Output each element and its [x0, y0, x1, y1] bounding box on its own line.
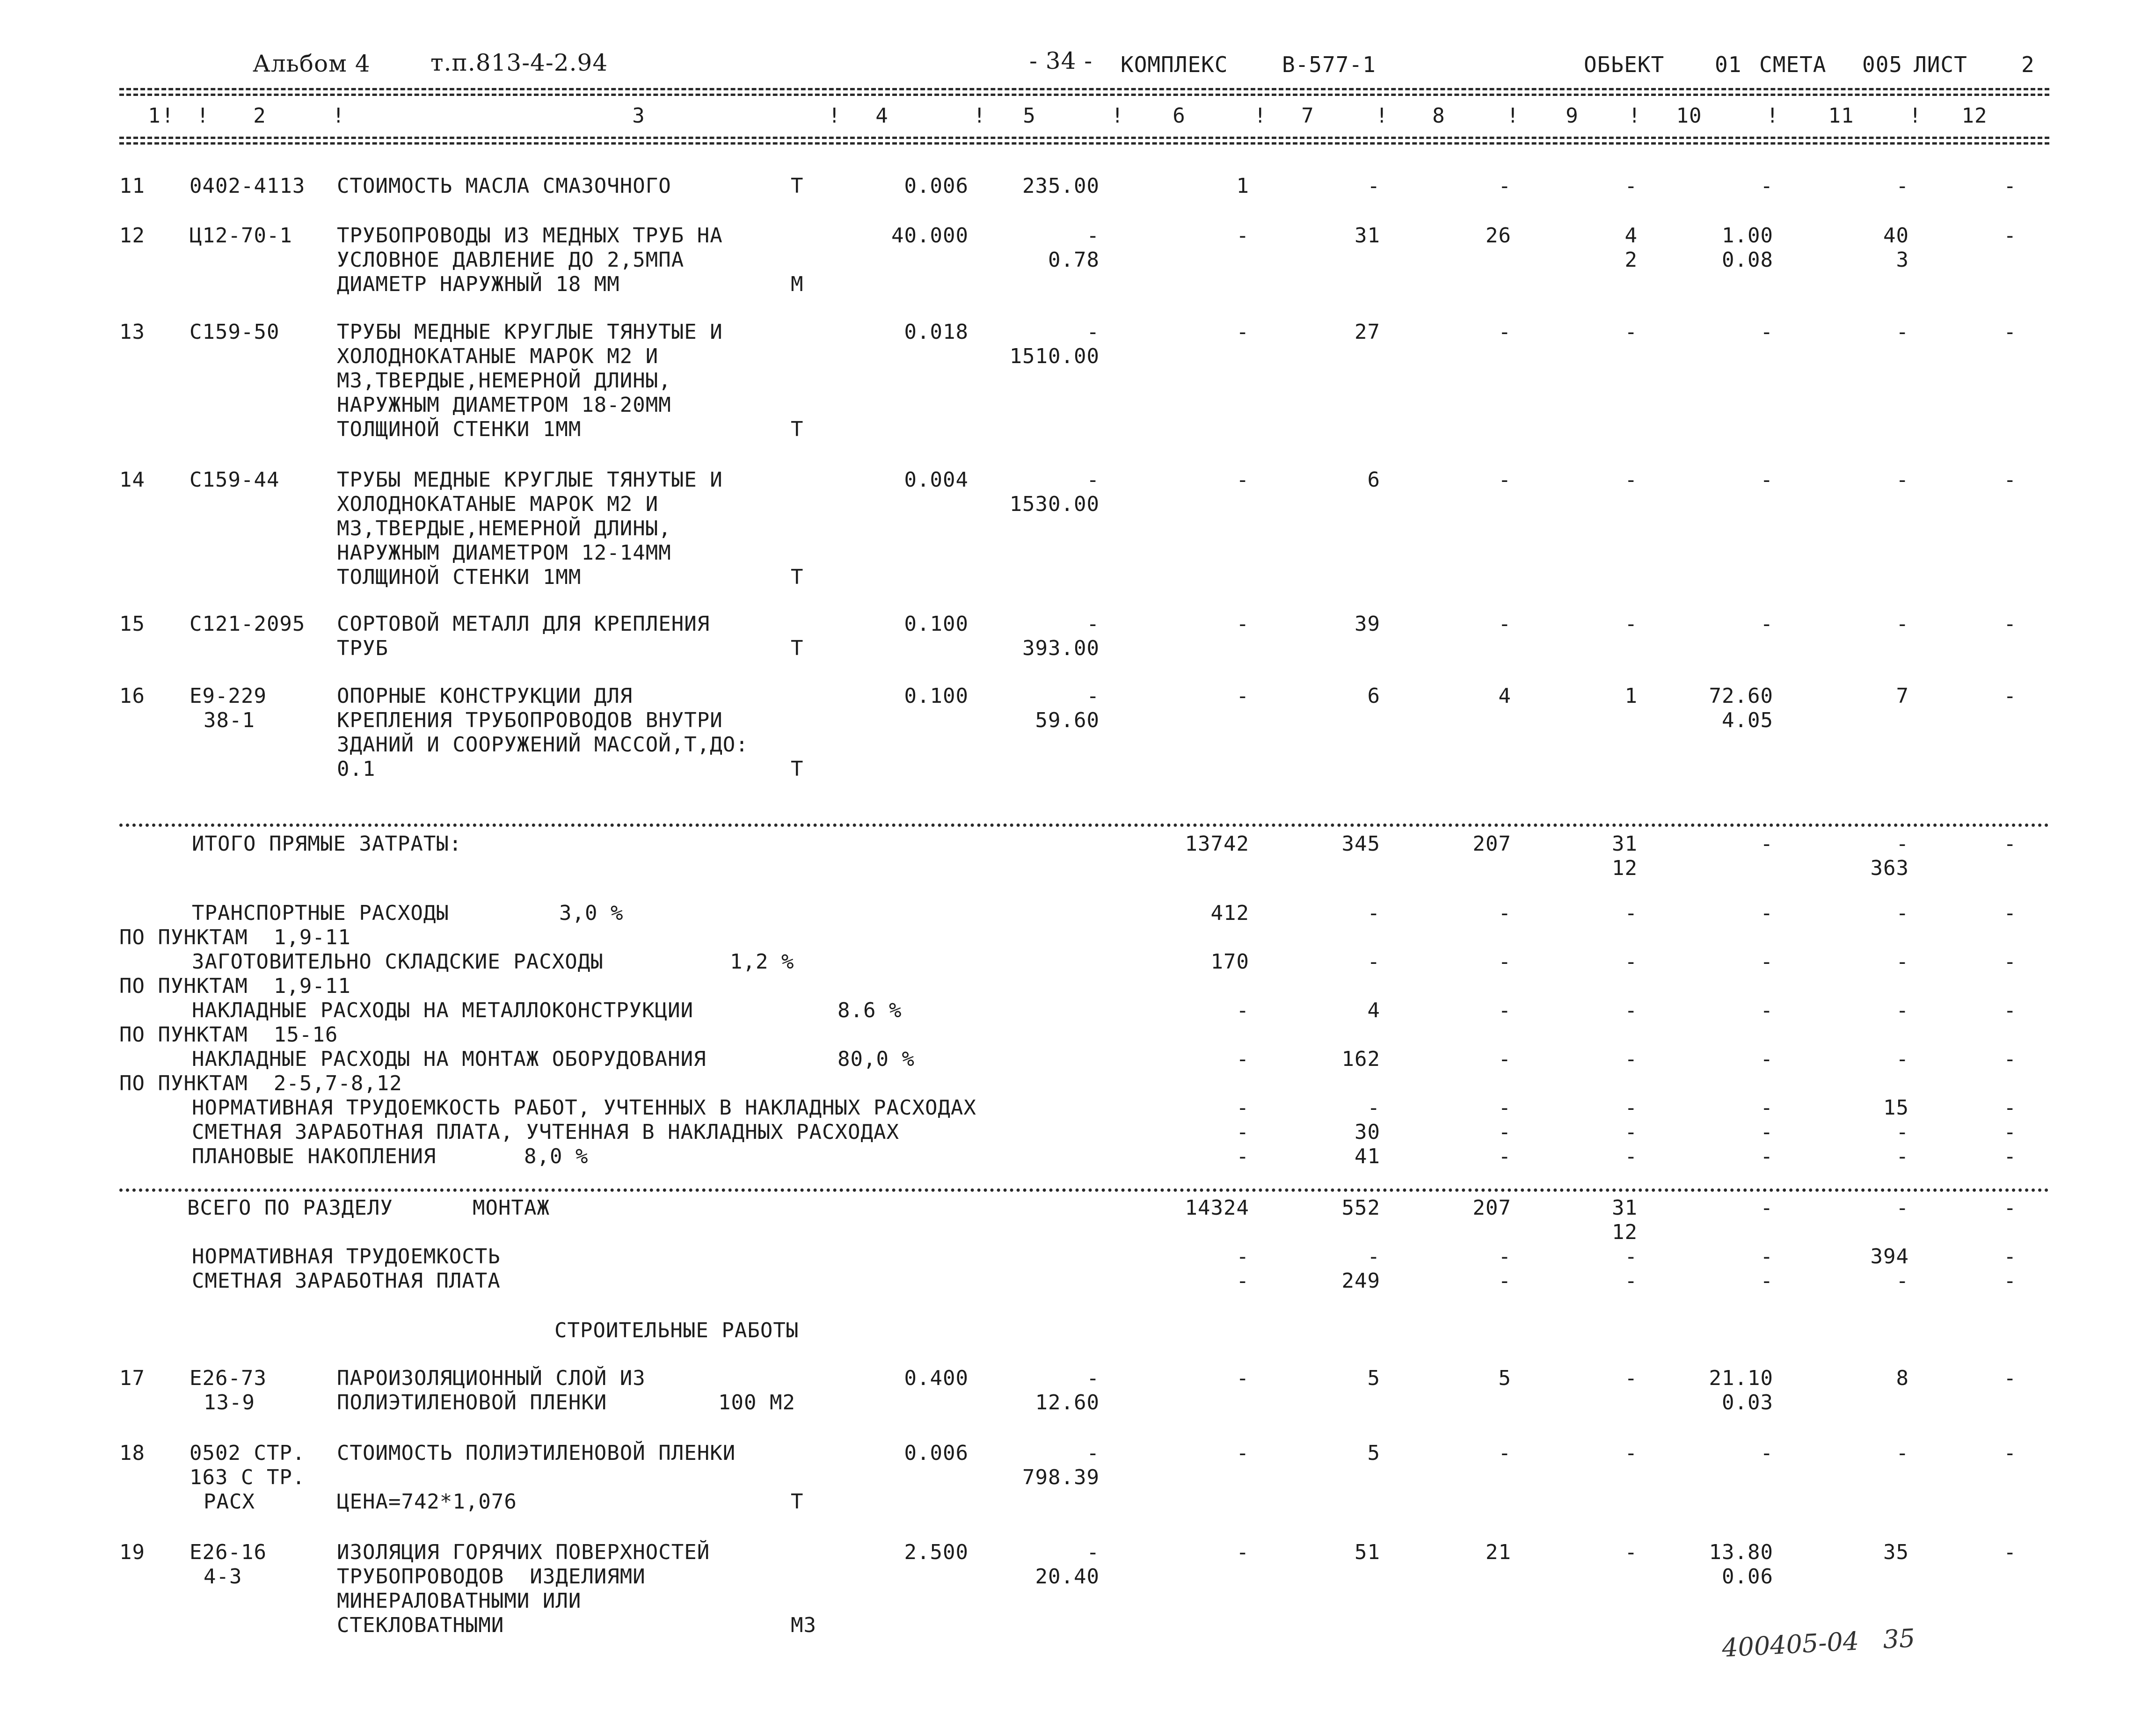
item-description: УСЛОВНОЕ ДАВЛЕНИЕ ДО 2,5МПА: [337, 248, 685, 272]
column-separator: !: [1628, 104, 1641, 128]
section-note-c6: -: [1236, 1269, 1249, 1293]
item-c11: -: [1896, 320, 1909, 344]
item-code: С121-2095: [189, 612, 306, 636]
overhead-percent: 1,2 %: [730, 950, 794, 974]
item-description: СТЕКЛОВАТНЫМИ: [337, 1613, 504, 1637]
direct-costs-c11-dash: -: [1896, 832, 1909, 856]
overhead-c9: -: [1624, 1144, 1638, 1168]
album-label: Альбом 4: [253, 50, 371, 77]
item-c10: 1.00: [1722, 224, 1773, 248]
item-quantity: 0.100: [904, 612, 969, 636]
overhead-c10: -: [1760, 1047, 1773, 1071]
item-total-cost: -: [1236, 468, 1249, 492]
complex-label: КОМПЛЕКС: [1121, 52, 1228, 77]
item-c8: -: [1498, 320, 1511, 344]
item-code: Е26-16: [189, 1540, 267, 1564]
item-description: ЦЕНА=742*1,076: [337, 1490, 517, 1514]
item-description: 0.1: [337, 757, 376, 781]
overhead-c12: -: [2003, 1096, 2017, 1120]
item-quantity: 0.006: [904, 1441, 969, 1465]
item-c12: -: [2003, 224, 2017, 248]
overhead-items-ref: ПО ПУНКТАМ 1,9-11: [119, 926, 351, 949]
item-unit: М: [791, 272, 804, 296]
column-number-8: 8: [1432, 104, 1445, 128]
section-note-label: СМЕТНАЯ ЗАРАБОТНАЯ ПЛАТА: [192, 1269, 501, 1293]
item-number: 14: [119, 468, 145, 492]
handwritten-sheet-mark: 400405-04 35: [1721, 1623, 1916, 1663]
header-rule-bottom-2: [119, 142, 2049, 145]
item-number: 17: [119, 1366, 145, 1390]
overhead-c10: -: [1760, 1120, 1773, 1144]
sheet-number: 2: [2021, 52, 2035, 77]
item-c10: -: [1760, 320, 1773, 344]
overhead-items-ref: ПО ПУНКТАМ 1,9-11: [119, 974, 351, 998]
item-c12: -: [2003, 174, 2017, 198]
overhead-c8: -: [1498, 1144, 1511, 1168]
overhead-c9: -: [1624, 901, 1638, 925]
item-description: НАРУЖНЫМ ДИАМЕТРОМ 12-14ММ: [337, 541, 671, 565]
section-note-c9: -: [1624, 1245, 1638, 1268]
item-c11: 35: [1883, 1540, 1909, 1564]
item-c8: -: [1498, 1441, 1511, 1465]
section-total-c9a: 31: [1612, 1196, 1638, 1220]
overhead-label: ПЛАНОВЫЕ НАКОПЛЕНИЯ: [192, 1144, 437, 1168]
overhead-c7: 41: [1355, 1144, 1380, 1168]
item-code: 163 С ТР.: [189, 1465, 306, 1489]
item-unit: М3: [791, 1613, 816, 1637]
item-quantity: 0.006: [904, 174, 969, 198]
overhead-c8: -: [1498, 1047, 1511, 1071]
column-separator: !: [161, 104, 175, 128]
section-note-c7: 249: [1341, 1269, 1380, 1293]
overhead-c10: -: [1760, 950, 1773, 974]
item-number: 11: [119, 174, 145, 198]
item-description: ХОЛОДНОКАТАНЫЕ МАРОК М2 И: [337, 344, 659, 368]
overhead-percent: 80,0 %: [838, 1047, 915, 1071]
estimate-label: СМЕТА: [1759, 52, 1827, 77]
page-number: - 34 -: [1029, 47, 1093, 74]
item-description: ДИАМЕТР НАРУЖНЫЙ 18 ММ: [337, 272, 620, 296]
item-description: М3,ТВЕРДЫЕ,НЕМЕРНОЙ ДЛИНЫ,: [337, 369, 671, 393]
overhead-c11: -: [1896, 1144, 1909, 1168]
overhead-c6: -: [1236, 999, 1249, 1022]
item-code: РАСХ: [204, 1490, 255, 1514]
item-code: 38-1: [204, 708, 255, 732]
item-code: Е9-229: [189, 684, 267, 708]
overhead-c12: -: [2003, 950, 2017, 974]
item-c11: -: [1896, 174, 1909, 198]
overhead-c10: -: [1760, 999, 1773, 1022]
overhead-c8: -: [1498, 1096, 1511, 1120]
item-unit-price: 59.60: [1035, 708, 1100, 732]
column-number-10: 10: [1676, 104, 1702, 128]
section-note-c10: -: [1760, 1269, 1773, 1293]
column-separator: !: [1254, 104, 1267, 128]
item-unit-price: 1510.00: [1009, 344, 1100, 368]
item-c10: 0.08: [1722, 248, 1773, 272]
item-number: 16: [119, 684, 145, 708]
section-total-c11: -: [1896, 1196, 1909, 1220]
item-c10: 0.03: [1722, 1391, 1773, 1414]
overhead-c8: -: [1498, 1120, 1511, 1144]
item-c9: 2: [1624, 248, 1638, 272]
section-total-c10: -: [1760, 1196, 1773, 1220]
item-quantity: 40.000: [891, 224, 969, 248]
dotted-separator-2: [119, 1188, 2049, 1192]
section-total-c8: 207: [1472, 1196, 1511, 1220]
direct-costs-c8: 207: [1472, 832, 1511, 856]
object-label: ОБЬЕКТ: [1584, 52, 1665, 77]
item-c7: 5: [1367, 1366, 1380, 1390]
section-note-c11: 394: [1870, 1245, 1909, 1268]
item-description: ХОЛОДНОКАТАНЫЕ МАРОК М2 И: [337, 492, 659, 516]
overhead-percent: 8.6 %: [838, 999, 902, 1022]
item-c7: 51: [1355, 1540, 1380, 1564]
section-total-label: ВСЕГО ПО РАЗДЕЛУ: [187, 1196, 393, 1220]
section-total-name: МОНТАЖ: [473, 1196, 550, 1220]
overhead-c11: -: [1896, 1120, 1909, 1144]
item-c11: -: [1896, 612, 1909, 636]
column-number-12: 12: [1961, 104, 1988, 128]
overhead-c6: -: [1236, 1120, 1249, 1144]
item-c7: 5: [1367, 1441, 1380, 1465]
item-quantity: 2.500: [904, 1540, 969, 1564]
column-number-7: 7: [1301, 104, 1314, 128]
item-c7: 6: [1367, 684, 1380, 708]
item-code: 4-3: [204, 1565, 242, 1589]
item-total-cost: -: [1236, 224, 1249, 248]
direct-costs-c7: 345: [1341, 832, 1380, 856]
item-c12: -: [2003, 320, 2017, 344]
overhead-c12: -: [2003, 999, 2017, 1022]
overhead-c7: 162: [1341, 1047, 1380, 1071]
overhead-c11: -: [1896, 950, 1909, 974]
item-unit-price: 1530.00: [1009, 492, 1100, 516]
overhead-label: НАКЛАДНЫЕ РАСХОДЫ НА МОНТАЖ ОБОРУДОВАНИЯ: [192, 1047, 707, 1071]
item-c10: 13.80: [1709, 1540, 1773, 1564]
overhead-c8: -: [1498, 901, 1511, 925]
direct-costs-c9a: 31: [1612, 832, 1638, 856]
header-rule-top: [119, 88, 2049, 90]
overhead-c12: -: [2003, 1047, 2017, 1071]
item-code: Ц12-70-1: [189, 224, 292, 248]
item-c11: 7: [1896, 684, 1909, 708]
overhead-label: НОРМАТИВНАЯ ТРУДОЕМКОСТЬ РАБОТ, УЧТЕННЫХ В НАКЛАДНЫХ РАСХОДАХ: [192, 1096, 976, 1120]
item-c12: -: [2003, 1540, 2017, 1564]
item-c11: 40: [1883, 224, 1909, 248]
item-c7: -: [1367, 174, 1380, 198]
dotted-separator-1: [119, 824, 2049, 827]
section-note-c10: -: [1760, 1245, 1773, 1268]
item-quantity: 0.004: [904, 468, 969, 492]
item-unit-price: -: [1086, 1540, 1100, 1564]
overhead-c11: 15: [1883, 1096, 1909, 1120]
section-note-c12: -: [2003, 1245, 2017, 1268]
item-unit: Т: [791, 174, 804, 198]
item-c8: -: [1498, 468, 1511, 492]
item-description: ЗДАНИЙ И СООРУЖЕНИЙ МАССОЙ,Т,ДО:: [337, 733, 749, 757]
overhead-c7: 30: [1355, 1120, 1380, 1144]
direct-costs-c11: 363: [1870, 856, 1909, 880]
item-description: ПОЛИЭТИЛЕНОВОЙ ПЛЕНКИ: [337, 1391, 607, 1414]
item-number: 15: [119, 612, 145, 636]
item-c12: -: [2003, 1441, 2017, 1465]
direct-costs-c9b: 12: [1612, 856, 1638, 880]
item-code: 13-9: [204, 1391, 255, 1414]
item-c9: -: [1624, 1366, 1638, 1390]
section-2-title: СТРОИТЕЛЬНЫЕ РАБОТЫ: [554, 1319, 799, 1342]
item-code: 0502 СТР.: [189, 1441, 306, 1465]
object-number: 01: [1715, 52, 1742, 77]
overhead-c6: -: [1236, 1144, 1249, 1168]
item-c9: 1: [1624, 684, 1638, 708]
item-c9: -: [1624, 468, 1638, 492]
overhead-c7: -: [1367, 1096, 1380, 1120]
item-unit-price: 393.00: [1022, 636, 1100, 660]
item-description: НАРУЖНЫМ ДИАМЕТРОМ 18-20ММ: [337, 393, 671, 417]
item-c8: 26: [1486, 224, 1511, 248]
item-number: 18: [119, 1441, 145, 1465]
item-total-cost: -: [1236, 1441, 1249, 1465]
item-unit-price: -: [1086, 1366, 1100, 1390]
item-description: ТРУБЫ МЕДНЫЕ КРУГЛЫЕ ТЯНУТЫЕ И: [337, 320, 723, 344]
item-c11: 8: [1896, 1366, 1909, 1390]
item-code: Е26-73: [189, 1366, 267, 1390]
item-total-cost: -: [1236, 684, 1249, 708]
item-unit-price: -: [1086, 684, 1100, 708]
item-description: ТОЛЩИНОЙ СТЕНКИ 1ММ: [337, 417, 582, 441]
item-quantity: 0.400: [904, 1366, 969, 1390]
column-separator: !: [1376, 104, 1389, 128]
item-unit-price: -: [1086, 612, 1100, 636]
item-c7: 27: [1355, 320, 1380, 344]
item-description: ТРУБ: [337, 636, 388, 660]
item-c10: 72.60: [1709, 684, 1773, 708]
section-note-c7: -: [1367, 1245, 1380, 1268]
item-c8: -: [1498, 174, 1511, 198]
item-c12: -: [2003, 1366, 2017, 1390]
item-code: С159-44: [189, 468, 280, 492]
item-c12: -: [2003, 612, 2017, 636]
overhead-items-ref: ПО ПУНКТАМ 15-16: [119, 1023, 338, 1047]
overhead-c6: -: [1236, 1096, 1249, 1120]
item-quantity: 0.100: [904, 684, 969, 708]
item-c10: 21.10: [1709, 1366, 1773, 1390]
item-number: 13: [119, 320, 145, 344]
section-note-c6: -: [1236, 1245, 1249, 1268]
item-code: 0402-4113: [189, 174, 306, 198]
item-description: СТОИМОСТЬ МАСЛА СМАЗОЧНОГО: [337, 174, 671, 198]
header-rule-bottom: [119, 137, 2049, 139]
overhead-c12: -: [2003, 1120, 2017, 1144]
item-c10: -: [1760, 174, 1773, 198]
overhead-c6: -: [1236, 1047, 1249, 1071]
column-number-3: 3: [632, 104, 645, 128]
item-unit: Т: [791, 417, 804, 441]
section-total-c7: 552: [1341, 1196, 1380, 1220]
item-unit-price: -: [1086, 1441, 1100, 1465]
column-separator: !: [332, 104, 345, 128]
overhead-c6: 170: [1210, 950, 1249, 974]
overhead-c9: -: [1624, 999, 1638, 1022]
item-description: КРЕПЛЕНИЯ ТРУБОПРОВОДОВ ВНУТРИ: [337, 708, 723, 732]
item-description: ТРУБОПРОВОДЫ ИЗ МЕДНЫХ ТРУБ НА: [337, 224, 723, 248]
section-total-c9b: 12: [1612, 1220, 1638, 1244]
column-number-2: 2: [253, 104, 266, 128]
column-separator: !: [828, 104, 841, 128]
item-c9: -: [1624, 612, 1638, 636]
item-c10: 4.05: [1722, 708, 1773, 732]
section-note-c11: -: [1896, 1269, 1909, 1293]
item-description: МИНЕРАЛОВАТНЫМИ ИЛИ: [337, 1589, 582, 1613]
complex-code: В-577-1: [1282, 52, 1376, 77]
column-number-1: 1: [148, 104, 161, 128]
overhead-c9: -: [1624, 1096, 1638, 1120]
item-description: ТРУБОПРОВОДОВ ИЗДЕЛИЯМИ: [337, 1565, 646, 1589]
overhead-c7: 4: [1367, 999, 1380, 1022]
item-c11: -: [1896, 1441, 1909, 1465]
project-code: т.п.813-4-2.94: [430, 49, 608, 76]
item-unit-price: 20.40: [1035, 1565, 1100, 1589]
item-total-cost: 1: [1236, 174, 1249, 198]
item-unit: Т: [791, 636, 804, 660]
column-separator: !: [1111, 104, 1124, 128]
item-unit: 100 М2: [718, 1391, 795, 1414]
overhead-c8: -: [1498, 950, 1511, 974]
item-total-cost: -: [1236, 612, 1249, 636]
overhead-label: НАКЛАДНЫЕ РАСХОДЫ НА МЕТАЛЛОКОНСТРУКЦИИ: [192, 999, 694, 1022]
sheet-label: ЛИСТ: [1914, 52, 1967, 77]
item-unit: Т: [791, 757, 804, 781]
section-note-c8: -: [1498, 1269, 1511, 1293]
overhead-c6: 412: [1210, 901, 1249, 925]
item-total-cost: -: [1236, 1540, 1249, 1564]
item-description: ТРУБЫ МЕДНЫЕ КРУГЛЫЕ ТЯНУТЫЕ И: [337, 468, 723, 492]
direct-costs-c6: 13742: [1185, 832, 1249, 856]
item-description: ИЗОЛЯЦИЯ ГОРЯЧИХ ПОВЕРХНОСТЕЙ: [337, 1540, 710, 1564]
item-description: М3,ТВЕРДЫЕ,НЕМЕРНОЙ ДЛИНЫ,: [337, 517, 671, 540]
item-unit: Т: [791, 565, 804, 589]
item-total-cost: -: [1236, 1366, 1249, 1390]
item-c10: -: [1760, 468, 1773, 492]
column-number-11: 11: [1828, 104, 1854, 128]
item-c7: 31: [1355, 224, 1380, 248]
overhead-c11: -: [1896, 901, 1909, 925]
overhead-c7: -: [1367, 901, 1380, 925]
item-description: СТОИМОСТЬ ПОЛИЭТИЛЕНОВОЙ ПЛЕНКИ: [337, 1441, 736, 1465]
item-c9: -: [1624, 320, 1638, 344]
overhead-c9: -: [1624, 1047, 1638, 1071]
section-note-c12: -: [2003, 1269, 2017, 1293]
direct-costs-label: ИТОГО ПРЯМЫЕ ЗАТРАТЫ:: [192, 832, 462, 856]
overhead-label: ЗАГОТОВИТЕЛЬНО СКЛАДСКИЕ РАСХОДЫ: [192, 950, 604, 974]
overhead-c12: -: [2003, 1144, 2017, 1168]
direct-costs-c10: -: [1760, 832, 1773, 856]
item-c9: -: [1624, 1441, 1638, 1465]
column-number-6: 6: [1173, 104, 1186, 128]
column-number-9: 9: [1566, 104, 1579, 128]
column-separator: !: [1766, 104, 1779, 128]
section-note-label: НОРМАТИВНАЯ ТРУДОЕМКОСТЬ: [192, 1245, 501, 1268]
overhead-c7: -: [1367, 950, 1380, 974]
item-c8: 5: [1498, 1366, 1511, 1390]
overhead-items-ref: ПО ПУНКТАМ 2-5,7-8,12: [119, 1072, 402, 1095]
item-unit-price: 0.78: [1048, 248, 1100, 272]
item-description: СОРТОВОЙ МЕТАЛЛ ДЛЯ КРЕПЛЕНИЯ: [337, 612, 710, 636]
item-c11: -: [1896, 468, 1909, 492]
column-separator: !: [973, 104, 986, 128]
item-unit-price: 12.60: [1035, 1391, 1100, 1414]
item-c12: -: [2003, 468, 2017, 492]
overhead-c11: -: [1896, 999, 1909, 1022]
column-number-4: 4: [875, 104, 889, 128]
item-unit-price: -: [1086, 320, 1100, 344]
estimate-number: 005: [1862, 52, 1903, 77]
item-unit-price: 235.00: [1022, 174, 1100, 198]
overhead-label: ТРАНСПОРТНЫЕ РАСХОДЫ: [192, 901, 449, 925]
item-c8: 4: [1498, 684, 1511, 708]
item-c10: 0.06: [1722, 1565, 1773, 1589]
overhead-label: СМЕТНАЯ ЗАРАБОТНАЯ ПЛАТА, УЧТЕННАЯ В НАКЛАДНЫХ РАСХОДАХ: [192, 1120, 899, 1144]
item-c11: 3: [1896, 248, 1909, 272]
overhead-c10: -: [1760, 1144, 1773, 1168]
item-c12: -: [2003, 684, 2017, 708]
item-c7: 6: [1367, 468, 1380, 492]
header-rule-top-2: [119, 94, 2049, 96]
overhead-c10: -: [1760, 1096, 1773, 1120]
overhead-c9: -: [1624, 1120, 1638, 1144]
section-total-c6: 14324: [1185, 1196, 1249, 1220]
item-description: ОПОРНЫЕ КОНСТРУКЦИИ ДЛЯ: [337, 684, 633, 708]
section-total-c12: -: [2003, 1196, 2017, 1220]
overhead-percent: 3,0 %: [559, 901, 624, 925]
item-total-cost: -: [1236, 320, 1249, 344]
column-separator: !: [1909, 104, 1922, 128]
section-note-c8: -: [1498, 1245, 1511, 1268]
item-unit-price: -: [1086, 468, 1100, 492]
item-c10: -: [1760, 612, 1773, 636]
column-number-5: 5: [1023, 104, 1036, 128]
item-quantity: 0.018: [904, 320, 969, 344]
item-number: 12: [119, 224, 145, 248]
item-c10: -: [1760, 1441, 1773, 1465]
overhead-c10: -: [1760, 901, 1773, 925]
item-c9: -: [1624, 1540, 1638, 1564]
item-c9: 4: [1624, 224, 1638, 248]
column-separator: !: [1507, 104, 1520, 128]
overhead-percent: 8,0 %: [524, 1144, 589, 1168]
overhead-c11: -: [1896, 1047, 1909, 1071]
item-c7: 39: [1355, 612, 1380, 636]
direct-costs-c12: -: [2003, 832, 2017, 856]
item-number: 19: [119, 1540, 145, 1564]
overhead-c8: -: [1498, 999, 1511, 1022]
section-note-c9: -: [1624, 1269, 1638, 1293]
item-unit-price: 798.39: [1022, 1465, 1100, 1489]
column-separator: !: [197, 104, 210, 128]
item-c9: -: [1624, 174, 1638, 198]
item-unit-price: -: [1086, 224, 1100, 248]
item-code: С159-50: [189, 320, 280, 344]
overhead-c9: -: [1624, 950, 1638, 974]
item-c8: 21: [1486, 1540, 1511, 1564]
item-c8: -: [1498, 612, 1511, 636]
item-description: ПАРОИЗОЛЯЦИОННЫЙ СЛОЙ ИЗ: [337, 1366, 646, 1390]
item-description: ТОЛЩИНОЙ СТЕНКИ 1ММ: [337, 565, 582, 589]
overhead-c12: -: [2003, 901, 2017, 925]
item-unit: Т: [791, 1490, 804, 1514]
